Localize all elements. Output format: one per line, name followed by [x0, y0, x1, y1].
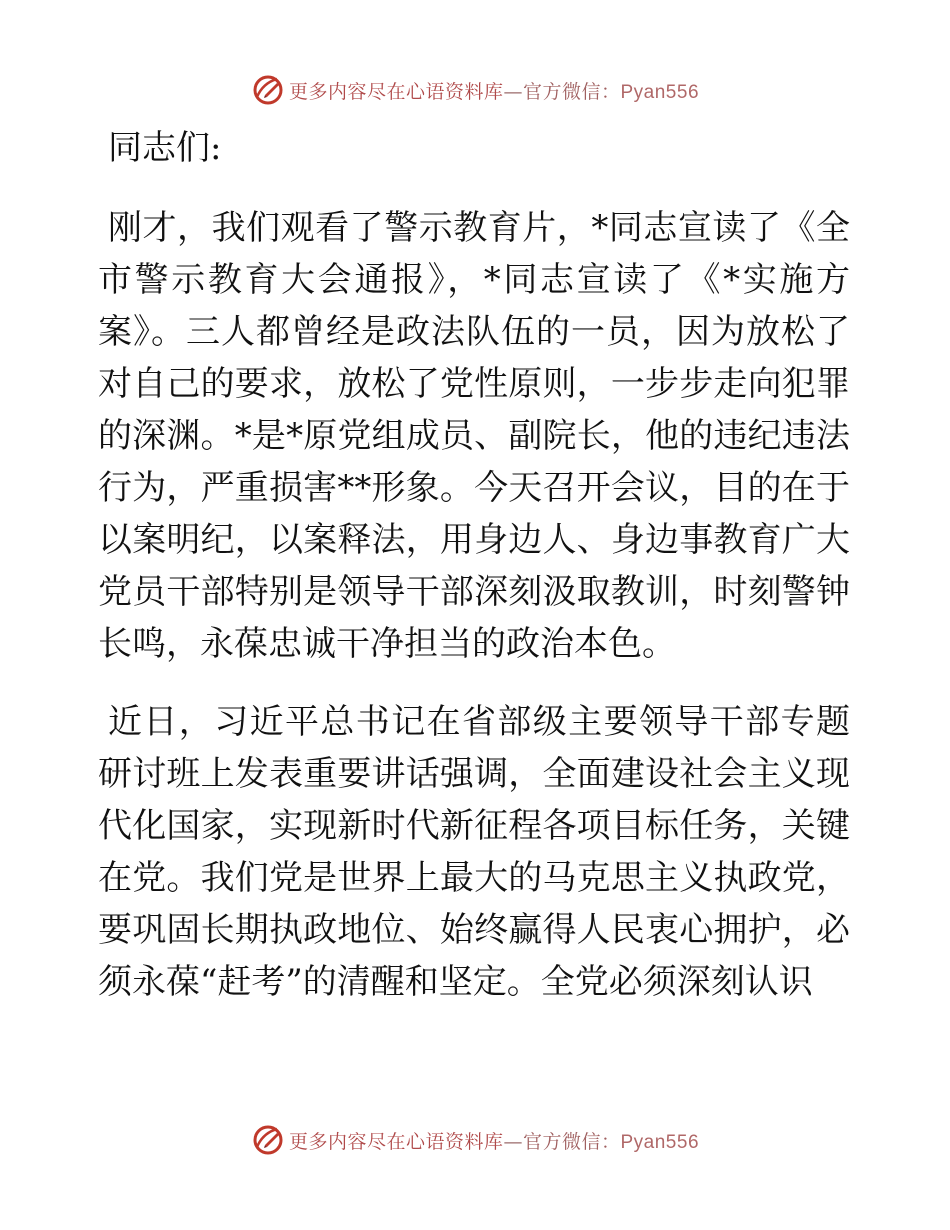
header-site-text: 更多内容尽在心语资料库: [288, 80, 504, 103]
header-dash: —: [503, 80, 523, 103]
header-wechat-id: Pyan556: [620, 81, 700, 103]
footer-wechat-label: 官方微信：: [522, 1130, 621, 1153]
pen-circle-icon: [251, 1123, 285, 1157]
header-wechat-label: 官方微信：: [522, 80, 621, 103]
footer-banner[interactable]: [0, 1120, 950, 1160]
body-paragraph: 近日，习近平总书记在省部级主要领导干部专题研讨班上发表重要讲话强调，全面建设社会主义现代化国家，实现新时代新征程各项目标任务，关键在党。我们党是世界上最大的马克思主义执政党，要巩固长期执政地位、始终赢得人民衷心拥护，必须永葆“赶考”的清醒和坚定。全党必须深刻认识: [98, 702, 850, 1002]
body-paragraph: 刚才，我们观看了警示教育片，*同志宣读了《全市警示教育大会通报》，*同志宣读了《*实施方案》。三人都曾经是政法队伍的一员，因为放松了对自己的要求，放松了党性原则，一步步走向犯罪的深渊。*是*原党组成员、副院长，他的违纪违法行为，严重损害**形象。今天召开会议，目的在于以案明纪，以案释法，用身边人、身边事教育广大党员干部特别是领导干部深刻汲取教训，时刻警钟长鸣，永葆忠诚干净担当的政治本色。: [98, 208, 850, 664]
header-banner-text: [289, 77, 699, 104]
footer-banner-text: [289, 1127, 699, 1154]
footer-wechat-id: Pyan556: [620, 1131, 700, 1153]
salutation: 同志们:: [108, 128, 222, 168]
footer-site-text: 更多内容尽在心语资料库: [288, 1130, 504, 1153]
footer-dash: —: [503, 1130, 523, 1153]
header-banner[interactable]: [0, 70, 950, 110]
pen-circle-icon: [251, 73, 285, 107]
document-body: [98, 122, 850, 1008]
